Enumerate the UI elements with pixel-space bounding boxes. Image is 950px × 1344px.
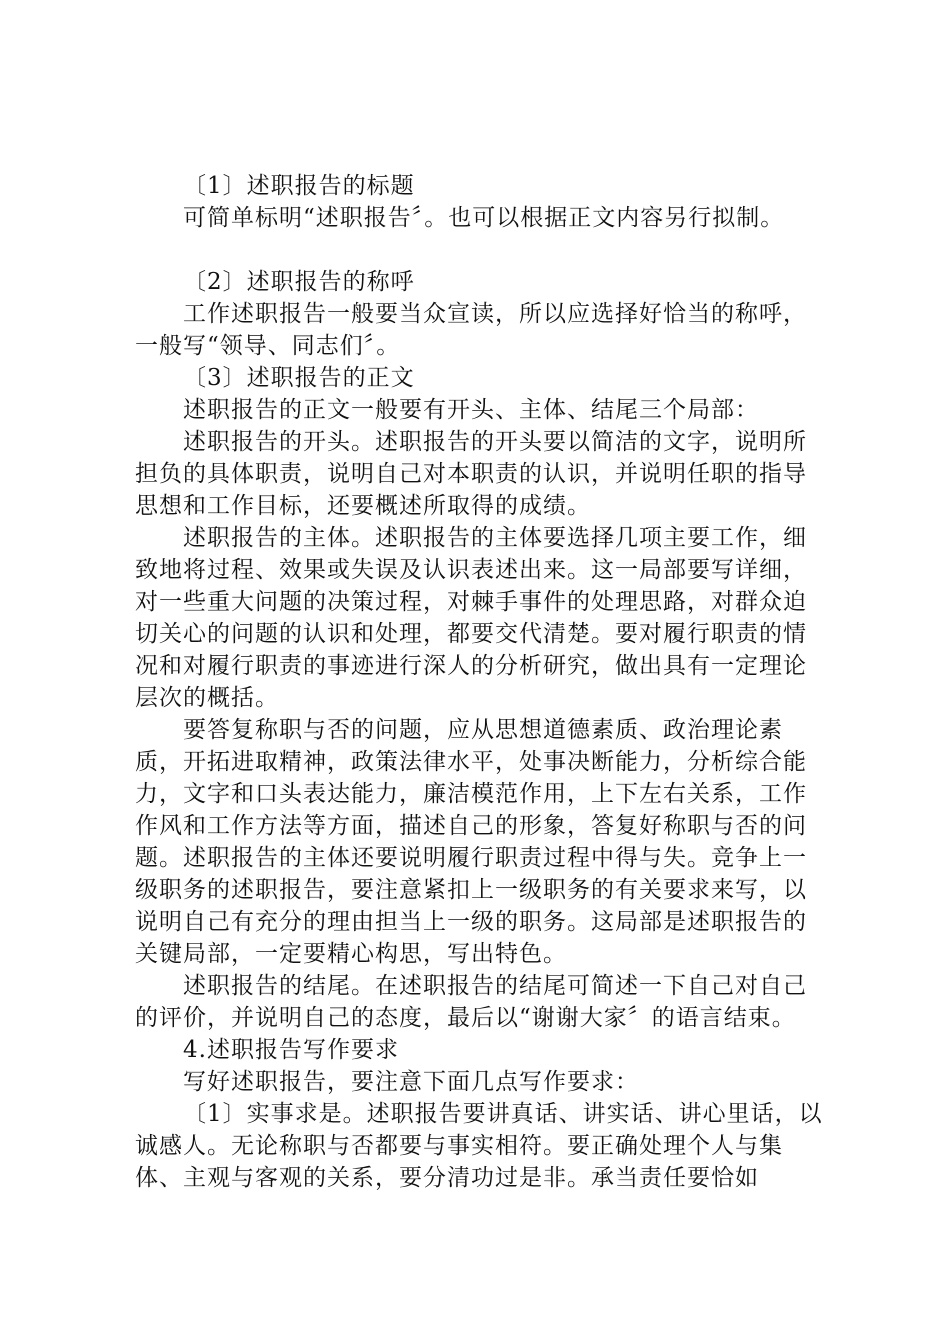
paragraph-opening: 述职报告的开头。述职报告的开头要以简洁的文字，说明所担负的具体职责，说明自己对本职责的认识，并说明任职的指导思想和工作目标，还要概述所取得的成绩。 [135, 429, 807, 519]
document-body [135, 170, 825, 1194]
heading-salutation-section: 〔2〕述职报告的称呼 [183, 269, 415, 295]
paragraph-requirement-1: 〔1〕实事求是。述职报告要讲真话、讲实话、讲心里话，以诚感人。无论称职与否都要与事实相符。要正确处理个人与集体、主观与客观的关系，要分清功过是非。承当责任要恰如 [135, 1101, 823, 1191]
paragraph-title-desc: 可简单标明“述职报告〞。也可以根据正文内容另行拟制。 [183, 205, 785, 231]
paragraph-body-parts: 述职报告的正文一般要有开头、主体、结尾三个局部： [183, 397, 759, 423]
paragraph-ending: 述职报告的结尾。在述职报告的结尾可简述一下自己对自己的评价，并说明自己的态度，最后以“谢谢大家〞的语言结束。 [135, 973, 807, 1031]
heading-body-section: 〔3〕述职报告的正文 [183, 365, 415, 391]
paragraph-salutation-desc: 工作述职报告一般要当众宣读，所以应选择好恰当的称呼，一般写“领导、同志们〞。 [135, 301, 807, 359]
heading-writing-requirements: 4.述职报告写作要求 [183, 1037, 399, 1063]
paragraph-competence: 要答复称职与否的问题，应从思想道德素质、政治理论素质，开拓进取精神，政策法律水平，处事决断能力，分析综合能力，文字和口头表达能力，廉洁模范作用，上下左右关系，工作作风和工作方法等方面，描述自己的形象，答复好称职与否的问题。述职报告的主体还要说明履行职责过程中得与失。竞争上一级职务的述职报告，要注意紧扣上一级职务的有关要求来写，以说明自己有充分的理由担当上一级的职务。这局部是述职报告的关键局部，一定要精心构思，写出特色。 [135, 717, 807, 967]
paragraph-requirements-intro: 写好述职报告，要注意下面几点写作要求： [183, 1069, 639, 1095]
heading-title-section: 〔1〕述职报告的标题 [183, 173, 415, 199]
paragraph-main-body: 述职报告的主体。述职报告的主体要选择几项主要工作，细致地将过程、效果或失误及认识表述出来。这一局部要写详细，对一些重大问题的决策过程，对棘手事件的处理思路，对群众迫切关心的问题的认识和处理，都要交代清楚。要对履行职责的情况和对履行职责的事迹进行深人的分析研究，做出具有一定理论层次的概括。 [135, 525, 807, 711]
spacer [135, 234, 825, 266]
